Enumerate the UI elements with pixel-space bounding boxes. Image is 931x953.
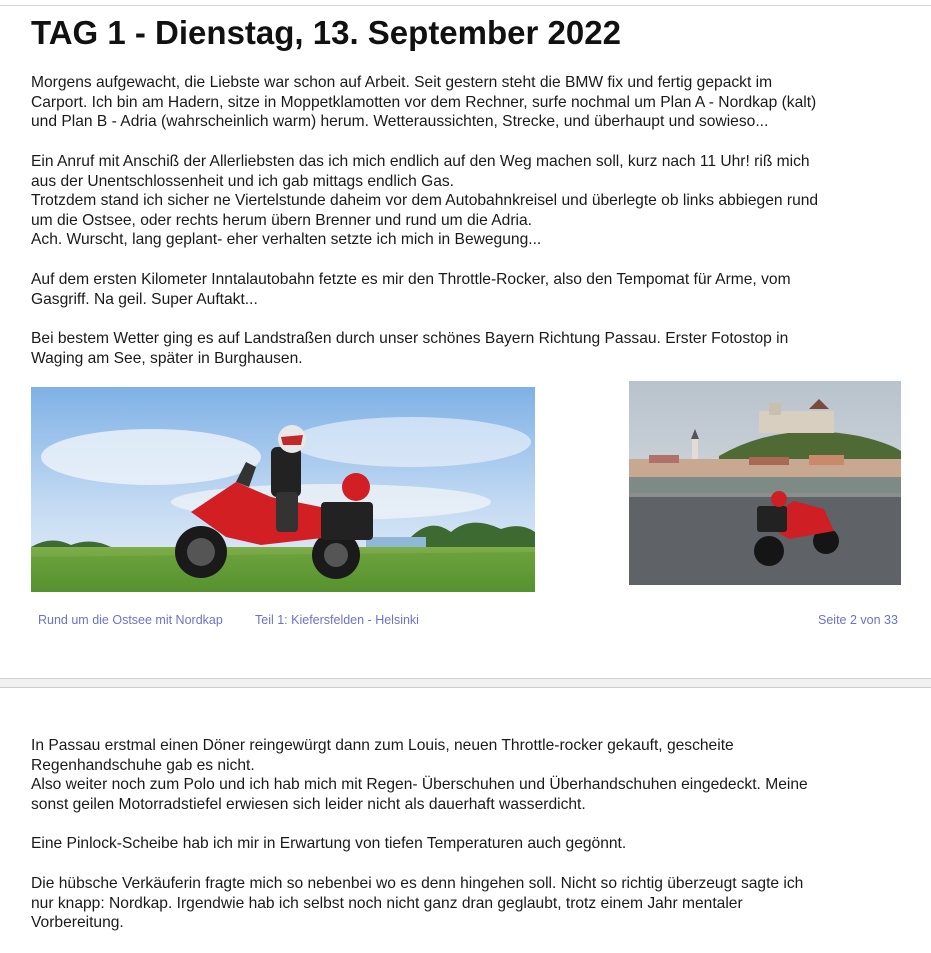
footer-part-title[interactable] — [255, 613, 419, 627]
text-line: Waging am See, später in Burghausen. — [31, 349, 303, 367]
photo-waging-am-see — [31, 387, 535, 592]
paragraph-5 — [31, 736, 906, 814]
part-title-link[interactable]: Teil 1: Kiefersfelden - Helsinki — [255, 613, 419, 627]
text-line: Bei bestem Wetter ging es auf Landstraßen durch unser schönes Bayern Richtung Passau. Erster Fotostop in — [31, 330, 789, 347]
book-title-link[interactable]: Rund um die Ostsee mit Nordkap — [38, 613, 223, 627]
text-line: Carport. Ich bin am Hadern, sitze in Moppetklamotten vor dem Rechner, surfe nochmal um Plan A - Nordkap (kalt) — [31, 93, 817, 111]
text-line: Ein Anruf mit Anschiß der Allerliebsten das ich mich endlich auf den Weg machen soll, kurz nach 11 Uhr! riß mich — [31, 153, 810, 170]
page-top-border — [0, 5, 931, 6]
text-line: aus der Unentschlossenheit und ich gab mittags endlich Gas. — [31, 172, 455, 190]
paragraph-3 — [31, 270, 906, 309]
paragraph-4 — [31, 329, 906, 368]
photo-burghausen — [629, 381, 901, 585]
text-line: und Plan B - Adria (wahrscheinlich warm) herum. Wetteraussichten, Strecke, und überhaupt und sowieso... — [31, 113, 769, 131]
paragraph-7 — [31, 874, 906, 933]
text-line: Morgens aufgewacht, die Liebste war schon auf Arbeit. Seit gestern steht die BMW fix und fertig gepackt im — [31, 74, 773, 91]
text-line: um die Ostsee, oder rechts herum übern Brenner und rund um die Adria. — [31, 211, 533, 229]
footer-book-title[interactable] — [38, 613, 223, 627]
text-line: Ach. Wurscht, lang geplant- eher verhalten setzte ich mich in Bewegung... — [31, 231, 542, 249]
text-line: In Passau erstmal einen Döner reingewürgt dann zum Louis, neuen Throttle-rocker gekauft, gescheite — [31, 737, 734, 754]
text-line: Auf dem ersten Kilometer Inntalautobahn fetzte es mir den Throttle-Rocker, also den Tempomat für Arme, vom — [31, 271, 791, 288]
text-line: Die hübsche Verkäuferin fragte mich so nebenbei wo es denn hingehen soll. Nicht so richtig überzeugt sagte ich — [31, 875, 804, 892]
text-line: Vorbereitung. — [31, 914, 124, 932]
page-title: TAG 1 - Dienstag, 13. September 2022 — [31, 14, 621, 51]
text-line: Also weiter noch zum Polo und ich hab mich mit Regen- Überschuhen und Überhandschuhen eingedeckt. Meine — [31, 776, 808, 794]
text-line: nur knapp: Nordkap. Irgendwie hab ich selbst noch nicht ganz dran geglaubt, trotz einem Jahr mentaler — [31, 894, 743, 912]
text-line: sonst geilen Motorradstiefel erwiesen sich leider nicht als dauerhaft wasserdicht. — [31, 795, 586, 813]
footer-page-info: Seite 2 von 33 — [818, 613, 898, 627]
text-line: Trotzdem stand ich sicher ne Viertelstunde daheim vor dem Autobahnkreisel und überlegte ob links abbiegen rund — [31, 192, 819, 210]
text-line: Gasgriff. Na geil. Super Auftakt... — [31, 290, 258, 308]
paragraph-1 — [31, 73, 906, 132]
text-line: Eine Pinlock-Scheibe hab ich mir in Erwartung von tiefen Temperaturen auch gegönnt. — [31, 835, 627, 852]
text-line: Regenhandschuhe gab es nicht. — [31, 756, 255, 774]
paragraph-6 — [31, 834, 906, 854]
paragraph-2 — [31, 152, 906, 250]
page-separator — [0, 678, 931, 688]
